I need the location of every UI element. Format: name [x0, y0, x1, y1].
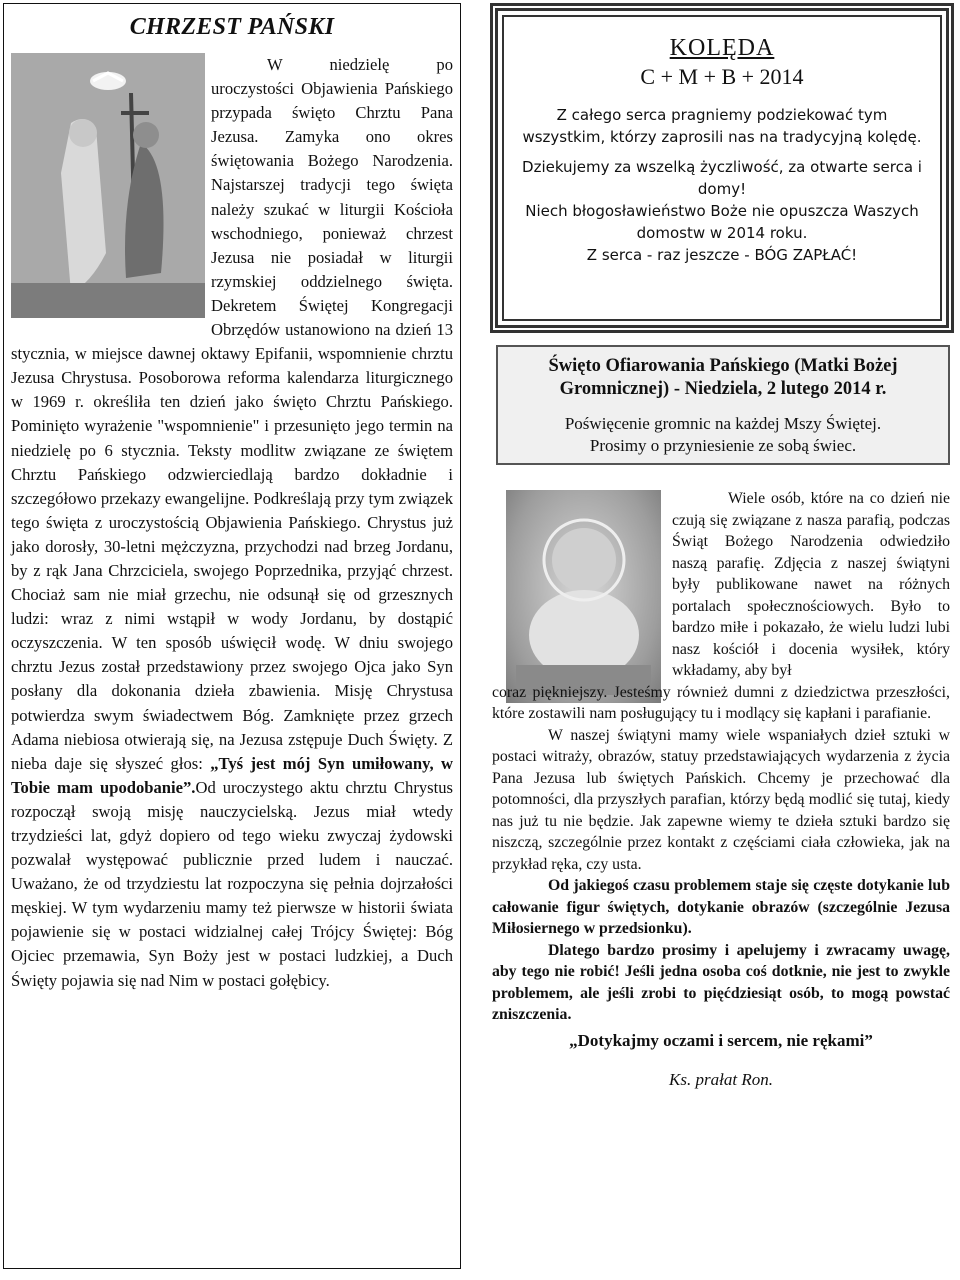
- feast-title: Święto Ofiarowania Pańskiego (Matki Bożej Gromnicznej) - Niedziela, 2 lutego 2014 r.: [548, 356, 898, 399]
- right-article: [492, 488, 950, 1091]
- right-paragraph-1: [672, 488, 950, 682]
- article-title: CHRZEST PAŃSKI: [129, 14, 335, 40]
- right-paragraph-2: [492, 725, 950, 876]
- feast-line-candles: Poświęcenie gromnic na każdej Mszy Świętej.: [564, 414, 882, 433]
- article-text: W niedzielę po uroczystości Objawienia Pańskiego przypada święto Chrztu Pana Jezusa. Zamyka ono okres świętowania Bożego Narodzenia. Najstarszej tradycji tego święta należy szukać w liturgii Kościoła wschodniego, ponieważ chrzest Jezusa nie posiadał w liturgii rzymskiej oddzielnego święta. Dekretem Świętej Kongregacji Obrzędów ustanowiono na dzień 13 stycznia, w miejsce dawnej oktawy Epifanii, wspomnienie chrztu Jezusa Chrystusa. Posoborowa reforma kalendarza liturgicznego w 1969 r. określiła ten dzień jako święto Chrztu Pańskiego. Pominięto wyrażenie "wspomnienie" i przesunięto jego termin na niedzielę po 6 stycznia. Teksty modlitw związane ze świętem Chrztu Pańskiego odzwierciedlają bardzo dokładnie i szczegółowo przekazy ewangelijne. Podkreślają przy tym związek tego święta z uroczystością Objawienia Pańskiego. Chrystus już jako dorosły, 30-letni mężczyzna, przychodzi nad brzeg Jordanu, by z rąk Jana Chrzciciela, swojego Poprzednika, przyjąć chrzest. Chociaż sam nie miał grzechu, nie odsunął się od grzesznych ludzi: wraz z nimi wstąpił w wody Jordanu, by dostąpić oczyszczenia. W ten sposób uświęcił wodę. W dniu swojego chrztu Jezus został przedstawiony przez swojego Ojca jako Syn posłany dla dokonania dzieła zbawienia. Misję Chrystusa potwierdza swym świadectwem Bóg. Zamknięte przez grzech Adama niebiosa otwierają się, na Jezusa zstępuje Duch Święty. Z nieba daje się słyszeć głos:: [11, 55, 453, 773]
- kolenda-thanks: Z całego serca pragniemy podziekować tym wszystkim, którzy zaprosili nas na tradycyjną kolędę.: [522, 106, 922, 146]
- right-paragraph-4: [492, 940, 950, 1026]
- article-quote: „Tyś jest mój Syn umiłowany, w Tobie mam upodobanie”.: [11, 753, 453, 797]
- kolenda-blessing: Niech błogosławieństwo Boże nie opuszcza Waszych domostw w 2014 roku.: [525, 202, 919, 242]
- kolenda-box: [490, 3, 954, 333]
- article-body: [11, 53, 453, 993]
- baptism-image: [11, 53, 205, 318]
- right-paragraph-1-text: Wiele osób, które na co dzień nie czują się związane z nasza parafią, podczas Świąt Bożego Narodzenia odwiedziło naszą parafię. Zdjęcia z naszej świątyni były publikowane nawet na różnych portalach społecznościowych. Było to bardzo miłe i pokazało, że wielu ludzi lubi nasz kościół i docenia wysiłek, który wkładamy, aby był: [672, 490, 950, 679]
- feast-line-request: Prosimy o przyniesienie ze sobą świec.: [589, 436, 857, 455]
- right-quote: „Dotykajmy oczami i sercem, nie rękami”: [569, 1030, 873, 1050]
- right-paragraph-1-continued: coraz piękniejszy. Jesteśmy również dumni z dziedzictwa przeszłości, które zostawili nam posługujący tu i modlący się kapłani i parafianie.: [492, 683, 950, 722]
- baptism-article: [3, 3, 461, 1269]
- kolenda-closing: Z serca - raz jeszcze - BÓG ZAPŁAĆ!: [586, 246, 858, 264]
- article-text-end: Od uroczystego aktu chrztu Chrystus rozpoczął swoją misję nauczycielską. Jezus miał wtedy trzydzieści lat, gdyż dopiero od tego wieku zwyczaj żydowski pozwalał występować publicznie przed ludem i nauczać. Uważano, że od trzydziestu lat rozpoczyna się pełnia dojrzałości męskiej. W tym wydarzeniu mamy też pierwsze w historii świata pojawienie się w postaci widzialnej całej Trójcy Świętej: Bóg Ojciec przemawia, Syn Boży jest w postaci ludzkiej, a Duch Święty pojawia się nad Nim w postaci gołębicy.: [11, 777, 453, 990]
- kolenda-gratitude: Dziekujemy za wszelką życzliwość, za otwarte serca i domy!: [522, 158, 922, 198]
- signature: Ks. prałat Ron.: [669, 1070, 773, 1089]
- right-paragraph-4-text: Dlatego bardzo prosimy i apelujemy i zwracamy uwagę, aby tego nie robić! Jeśli jedna osoba coś dotknie, nie jest to zwykle problemem, ale jeśli zrobi to pięćdziesiąt osób, to mogą powstać zniszczenia.: [492, 941, 950, 1023]
- baptism-illustration: [11, 53, 205, 318]
- right-paragraph-2-text: W naszej świątyni mamy wiele wspaniałych dzieł sztuki w postaci witraży, obrazów, statuy przedstawiających wydarzenia z życia Pana Jezusa lub świętych Pańskich. Chcemy je przechować dla potomności, dla przyszłych parafian, którzy będą modlić się tutaj, kiedy nas już tu nie będzie. Jak zapewne wiemy te dzieła sztuki bardzo się niszczą, szczególnie przez kontakt z częściami ciała człowieka, jak na przykład ręka, czy usta.: [492, 726, 950, 873]
- right-paragraph-3-text: Od jakiegoś czasu problemem staje się częste dotykanie lub całowanie figur świętych, dotykanie obrazów (szczególnie Jezusa Miłosiernego w przedsionku).: [492, 877, 950, 937]
- kolenda-title: KOLĘDA: [669, 35, 775, 61]
- feast-announcement: [496, 345, 950, 465]
- kolenda-formula: C + M + B + 2014: [640, 64, 804, 89]
- right-column: [486, 0, 958, 1270]
- right-paragraph-3: [492, 875, 950, 940]
